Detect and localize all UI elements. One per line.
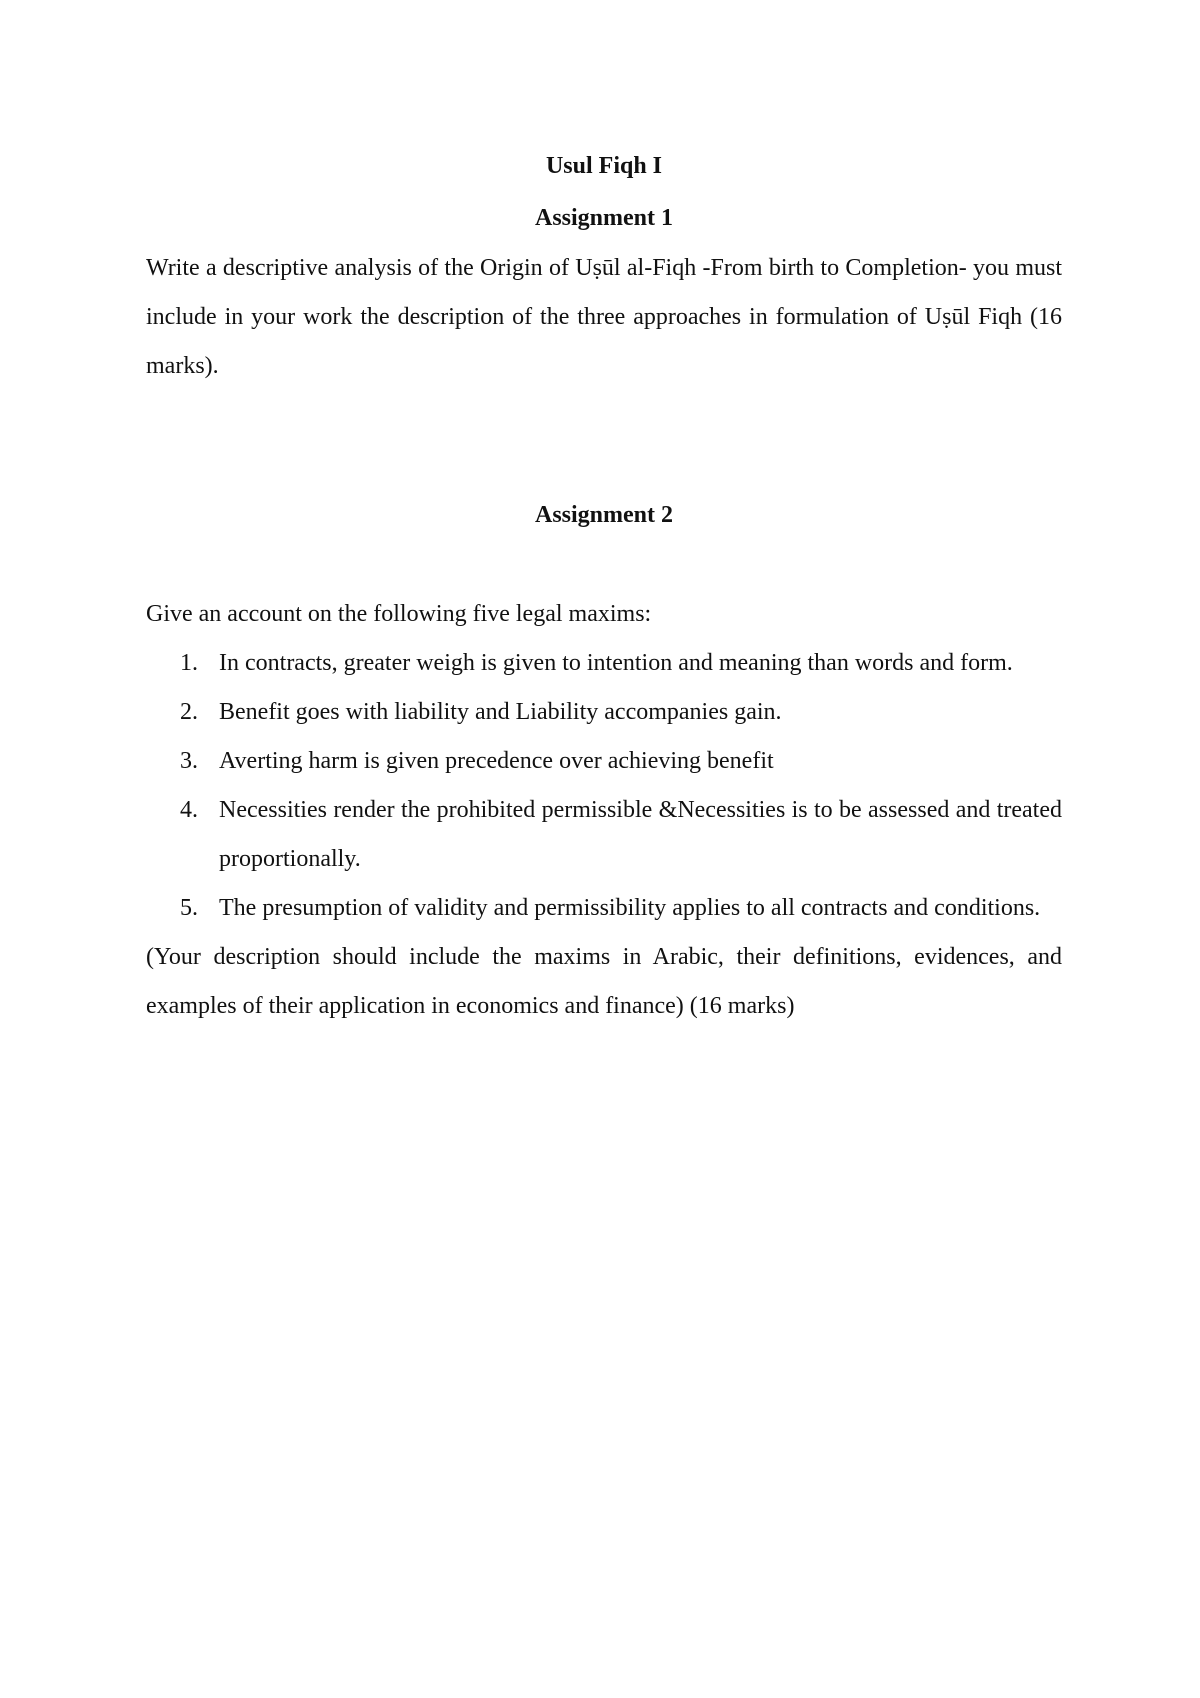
- list-item-text: Benefit goes with liability and Liability accompanies gain.: [219, 699, 782, 725]
- list-item-number: 1.: [180, 650, 198, 676]
- assignment-2-heading: Assignment 2: [534, 502, 673, 528]
- list-item: [146, 688, 1062, 737]
- list-item-number: 2.: [180, 699, 198, 725]
- list-item: [146, 737, 1062, 786]
- list-item: [146, 884, 1062, 933]
- document-content: [146, 140, 1062, 1031]
- list-item-text: Necessities render the prohibited permissible &Necessities is to be assessed and treated proportionally.: [219, 797, 1062, 872]
- assignment-2-closing: (Your description should include the maxims in Arabic, their definitions, evidences, and examples of their application in economics and finance) (16 marks): [146, 944, 1062, 1019]
- assignment-1-body: Write a descriptive analysis of the Origin of Uṣūl al-Fiqh -From birth to Completion- you must include in your work the description of the three approaches in formulation of Uṣūl Fiqh (16 marks).: [146, 255, 1062, 379]
- course-title: Usul Fiqh I: [545, 153, 663, 179]
- list-item: [146, 639, 1062, 688]
- assignment-1-heading: Assignment 1: [534, 205, 673, 231]
- list-item-text: The presumption of validity and permissibility applies to all contracts and conditions.: [219, 895, 1041, 921]
- list-item-number: 5.: [180, 895, 198, 921]
- list-item-number: 4.: [180, 797, 198, 823]
- list-item-text: In contracts, greater weigh is given to intention and meaning than words and form.: [219, 650, 1013, 676]
- assignment-2-intro: Give an account on the following five legal maxims:: [146, 601, 652, 627]
- list-item: [146, 786, 1062, 884]
- maxims-list: [146, 639, 1062, 933]
- list-item-number: 3.: [180, 748, 198, 774]
- list-item-text: Averting harm is given precedence over achieving benefit: [219, 748, 774, 774]
